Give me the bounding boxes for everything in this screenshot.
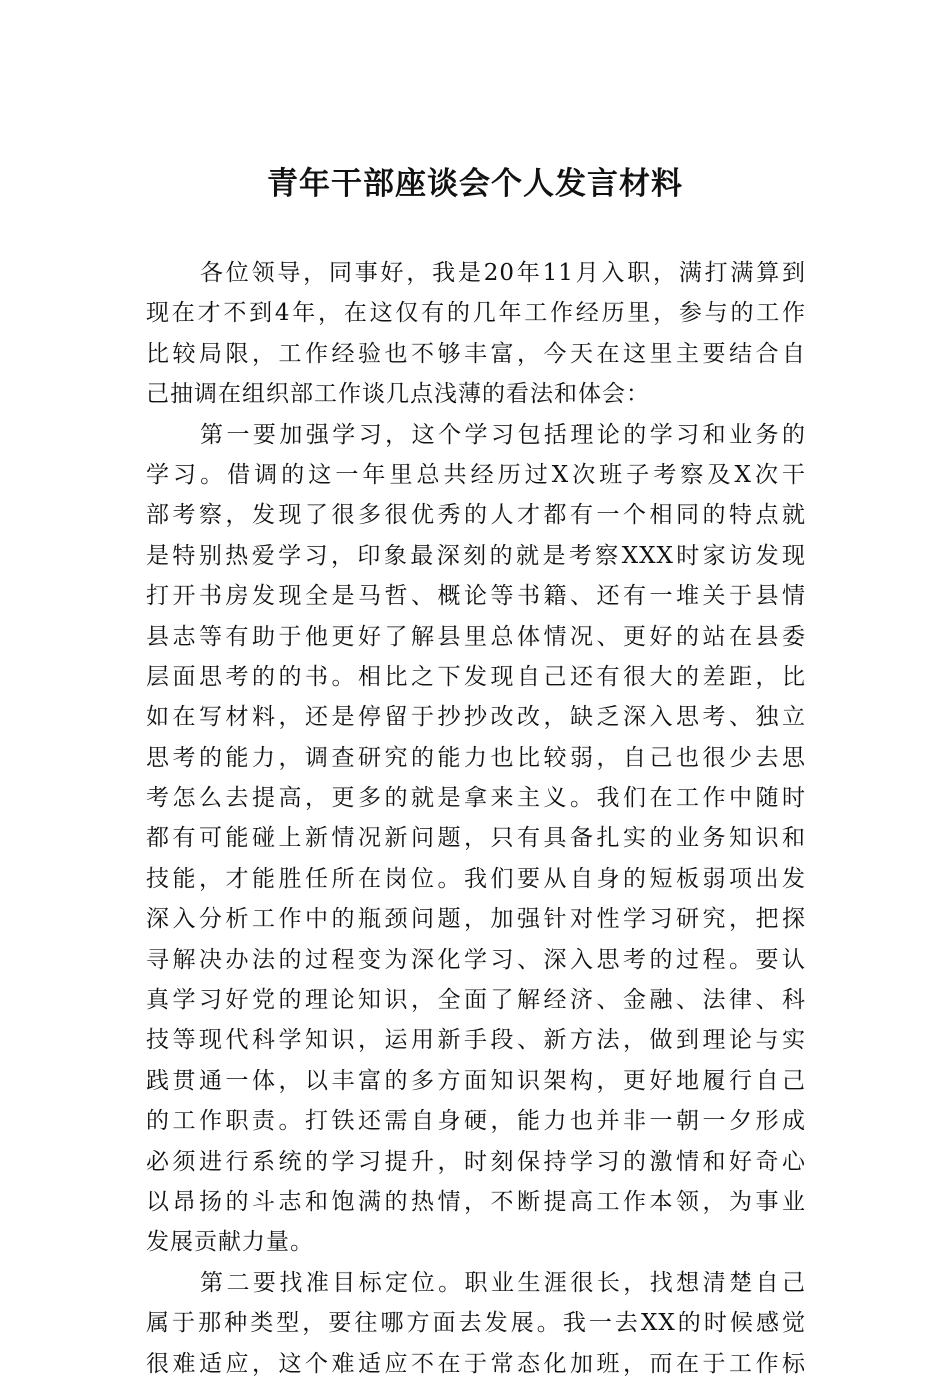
text-line: 部考察，发现了很多很优秀的人才都有一个相同的特点就	[146, 502, 806, 529]
text-line: 践贯通一体，以丰富的多方面知识架构，更好地履行自己	[146, 1067, 806, 1094]
text-line: 如在写材料，还是停留于抄抄改改，缺乏深入思考、独立	[146, 704, 806, 731]
text-line: 以昂扬的斗志和饱满的热情，不断提高工作本领，为事业	[146, 1188, 806, 1215]
text-line: 打开书房发现全是马哲、概论等书籍、还有一堆关于县情	[146, 583, 806, 610]
text-line: 寻解决办法的过程变为深化学习、深入思考的过程。要认	[146, 946, 806, 973]
text-line: 必须进行系统的学习提升，时刻保持学习的激情和好奇心	[146, 1148, 806, 1175]
paragraph-greeting	[146, 253, 806, 415]
text-line: 的工作职责。打铁还需自身硬，能力也并非一朝一夕形成	[146, 1108, 806, 1135]
text-line: 各位领导，同事好，我是20年11月入职，满打满算到	[200, 260, 806, 286]
text-line: 都有可能碰上新情况新问题，只有具备扎实的业务知识和	[146, 825, 806, 852]
text-line: 很难适应，这个难适应不在于常态化加班，而在于工作标	[146, 1350, 806, 1377]
text-line: 技等现代科学知识，运用新手段、新方法，做到理论与实	[146, 1027, 806, 1054]
text-line: 县志等有助于他更好了解县里总体情况、更好的站在县委	[146, 623, 806, 650]
text-line: 现在才不到4年，在这仅有的几年工作经历里，参与的工作	[146, 300, 806, 327]
text-line: 深入分析工作中的瓶颈问题，加强针对性学习研究，把探	[146, 906, 806, 933]
document-title: 青年干部座谈会个人发言材料	[267, 166, 683, 202]
text-line: 层面思考的的书。相比之下发现自己还有很大的差距，比	[146, 663, 806, 690]
text-line: 属于那种类型，要往哪方面去发展。我一去XX的时候感觉	[146, 1310, 806, 1337]
text-line: 己抽调在组织部工作谈几点浅薄的看法和体会：	[146, 381, 650, 408]
text-line: 第一要加强学习，这个学习包括理论的学习和业务的	[200, 421, 806, 448]
paragraph-point-two	[146, 1263, 806, 1384]
text-line: 思考的能力，调查研究的能力也比较弱，自己也很少去思	[146, 744, 806, 771]
document-body	[146, 253, 806, 1384]
text-line: 考怎么去提高，更多的就是拿来主义。我们在工作中随时	[146, 785, 806, 812]
text-line: 技能，才能胜任所在岗位。我们要从自身的短板弱项出发	[146, 865, 806, 892]
text-line: 第二要找准目标定位。职业生涯很长，找想清楚自己	[200, 1269, 806, 1296]
paragraph-point-one	[146, 415, 806, 1263]
text-line: 发展贡献力量。	[146, 1229, 314, 1256]
text-line: 是特别热爱学习，印象最深刻的就是考察XXX时家访发现	[146, 542, 806, 569]
text-line: 学习。借调的这一年里总共经历过X次班子考察及X次干	[146, 461, 806, 488]
text-line: 比较局限，工作经验也不够丰富，今天在这里主要结合自	[146, 340, 806, 367]
text-line: 真学习好党的理论知识，全面了解经济、金融、法律、科	[146, 987, 806, 1014]
